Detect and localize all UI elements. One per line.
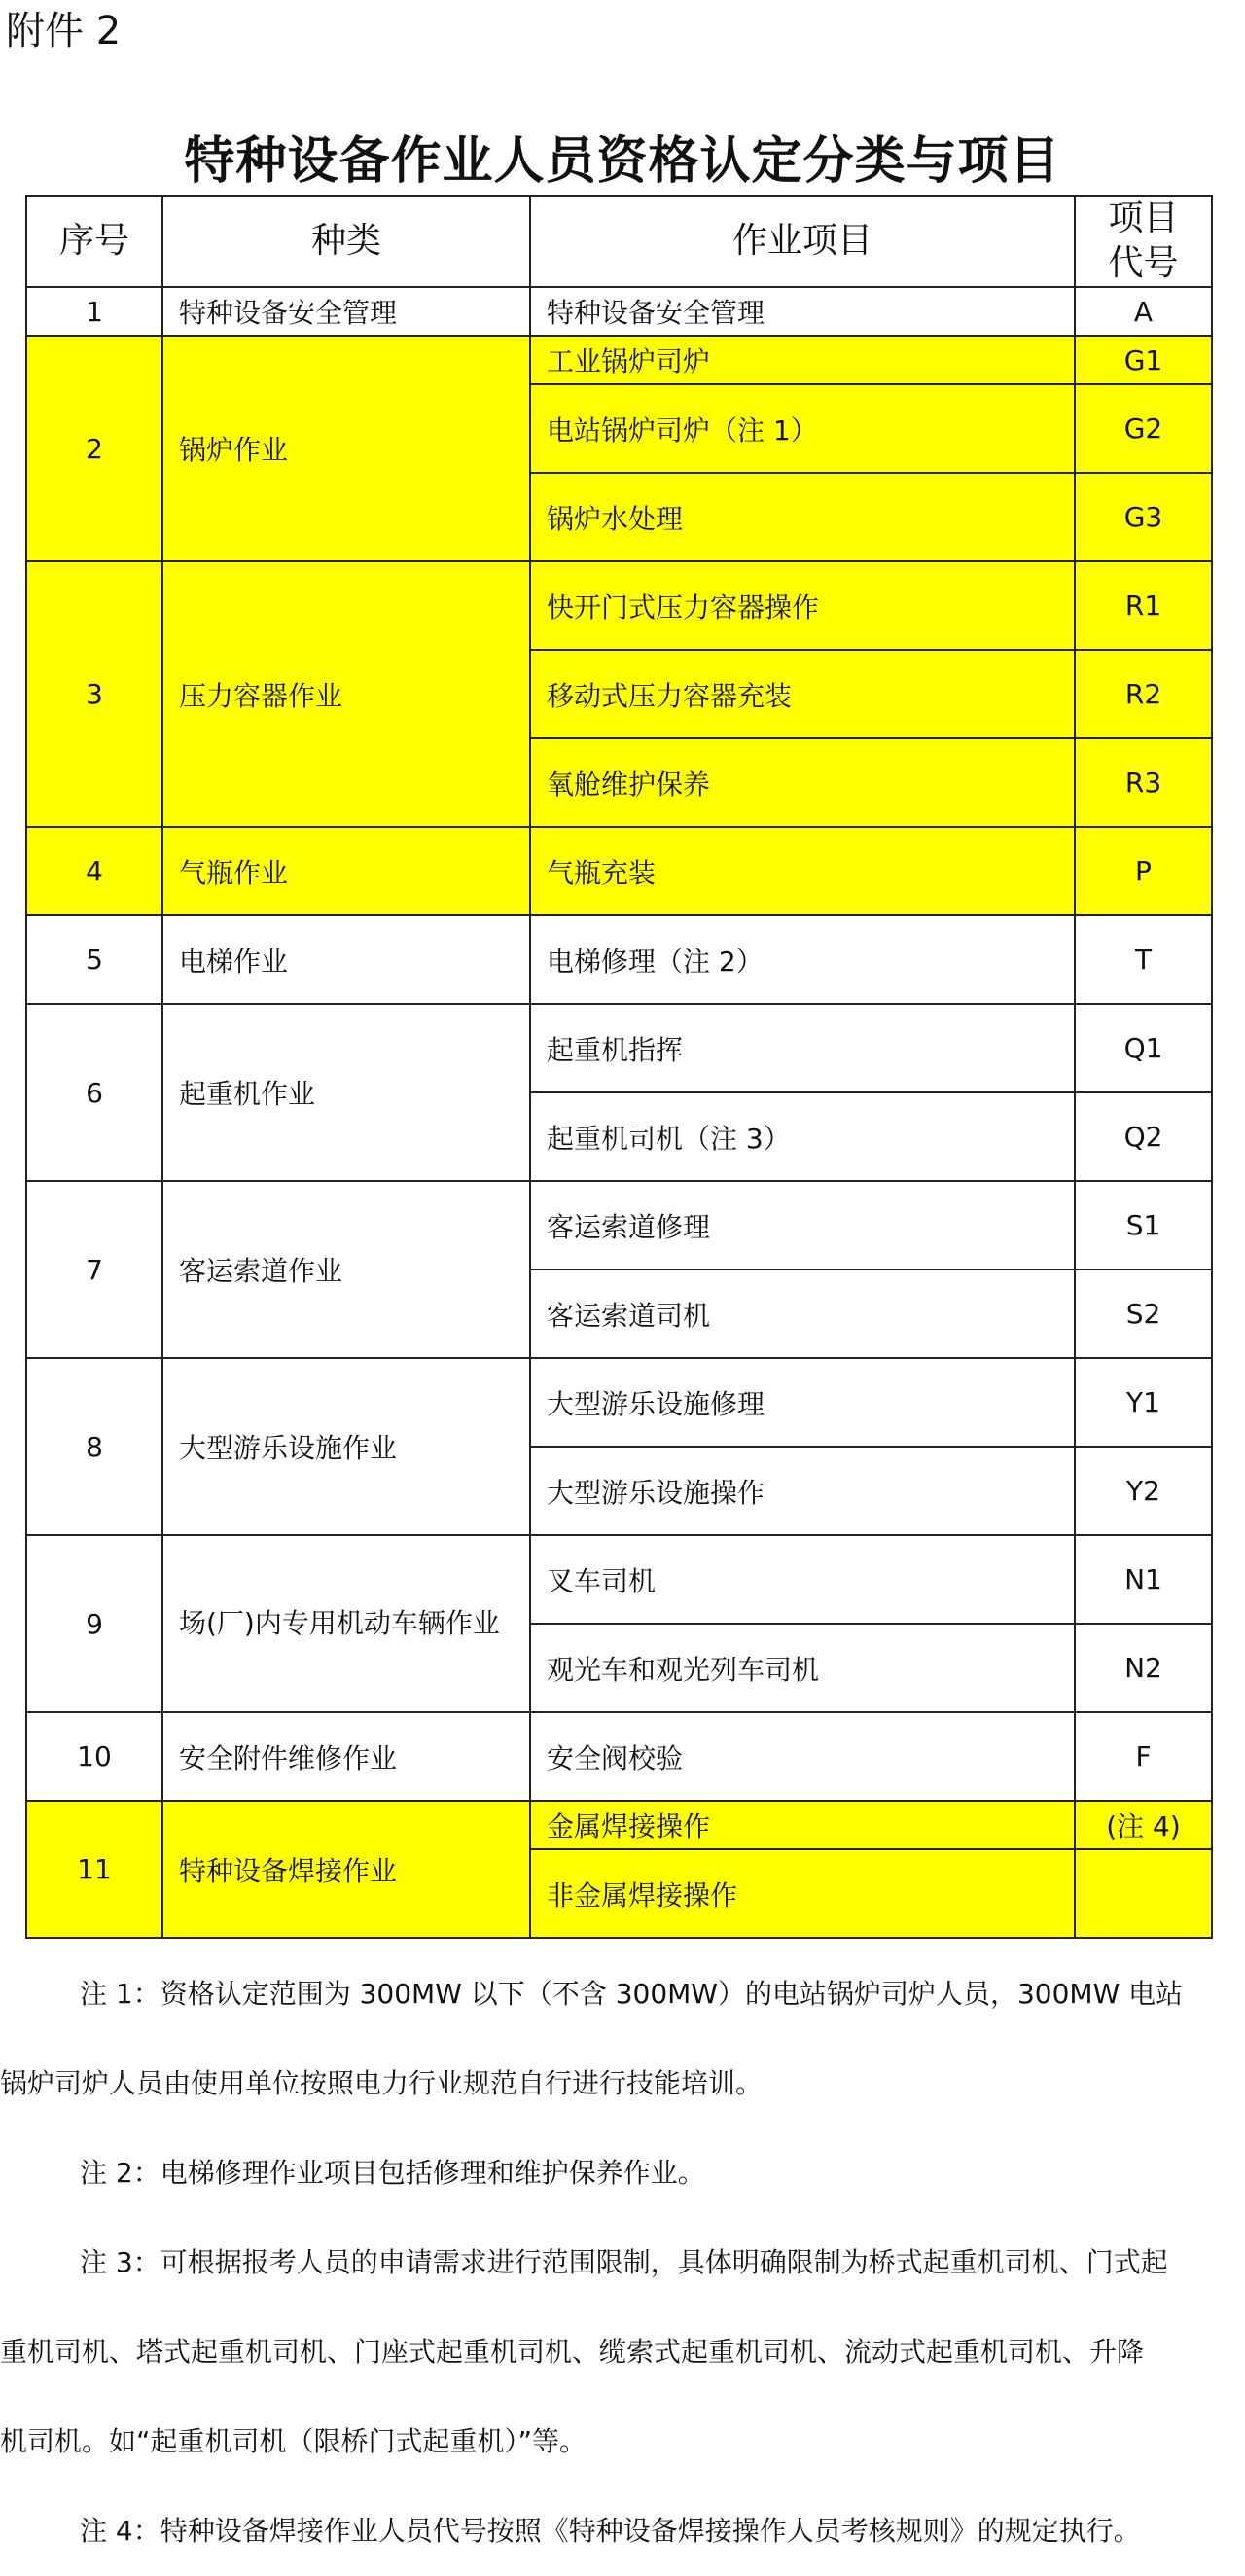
row-item: 客运索道司机	[530, 1270, 1075, 1358]
row-item: 金属焊接操作	[530, 1801, 1075, 1849]
table-row	[26, 1535, 1212, 1624]
row-seq: 7	[26, 1181, 162, 1358]
table-header-row	[26, 196, 1212, 287]
row-seq: 9	[26, 1535, 162, 1712]
row-item: 快开门式压力容器操作	[530, 561, 1075, 650]
note-2: 注 2：电梯修理作业项目包括修理和维护保养作业。	[80, 2157, 705, 2189]
row-code: Q2	[1075, 1092, 1212, 1181]
row-code: G2	[1075, 384, 1212, 473]
row-code: P	[1075, 827, 1212, 915]
row-code: R1	[1075, 561, 1212, 650]
row-category: 安全附件维修作业	[162, 1712, 530, 1801]
row-item: 电梯修理（注 2）	[530, 915, 1075, 1004]
header-code	[1075, 196, 1212, 287]
row-code	[1075, 1849, 1212, 1938]
row-item: 起重机司机（注 3）	[530, 1092, 1075, 1181]
row-category: 锅炉作业	[162, 336, 530, 561]
row-category: 压力容器作业	[162, 561, 530, 827]
header-category: 种类	[162, 196, 530, 287]
qualification-table	[25, 195, 1213, 1939]
row-category: 电梯作业	[162, 915, 530, 1004]
row-code: G3	[1075, 473, 1212, 561]
row-code: Q1	[1075, 1004, 1212, 1092]
row-seq: 6	[26, 1004, 162, 1181]
row-code: F	[1075, 1712, 1212, 1801]
table-row	[26, 915, 1212, 1004]
row-item: 特种设备安全管理	[530, 287, 1075, 336]
row-seq: 10	[26, 1712, 162, 1801]
row-code: T	[1075, 915, 1212, 1004]
document-title: 特种设备作业人员资格认定分类与项目	[184, 131, 1061, 191]
table-row	[26, 1712, 1212, 1801]
row-code: N1	[1075, 1535, 1212, 1624]
note-3-line-1: 注 3：可根据报考人员的申请需求进行范围限制，具体明确限制为桥式起重机司机、门式起	[80, 2246, 1168, 2278]
row-category: 大型游乐设施作业	[162, 1358, 530, 1535]
table-row	[26, 1004, 1212, 1092]
table-row	[26, 1801, 1212, 1849]
row-category: 起重机作业	[162, 1004, 530, 1181]
row-item: 工业锅炉司炉	[530, 336, 1075, 384]
row-category: 特种设备焊接作业	[162, 1801, 530, 1938]
table-row	[26, 1181, 1212, 1270]
row-code: S2	[1075, 1270, 1212, 1358]
row-code: Y1	[1075, 1358, 1212, 1447]
attachment-label: 附件 2	[6, 9, 122, 54]
row-seq: 5	[26, 915, 162, 1004]
note-1-line-1: 注 1：资格认定范围为 300MW 以下（不含 300MW）的电站锅炉司炉人员，300MW 电站	[80, 1978, 1184, 2010]
row-seq: 11	[26, 1801, 162, 1938]
note-1-line-2: 锅炉司炉人员由使用单位按照电力行业规范自行进行技能培训。	[0, 2067, 764, 2099]
row-code: S1	[1075, 1181, 1212, 1270]
row-code: A	[1075, 287, 1212, 336]
row-code: N2	[1075, 1624, 1212, 1712]
row-item: 非金属焊接操作	[530, 1849, 1075, 1938]
row-code: R2	[1075, 650, 1212, 738]
table-row	[26, 287, 1212, 336]
table-row	[26, 336, 1212, 384]
row-code: Y2	[1075, 1447, 1212, 1535]
header-seq: 序号	[26, 196, 162, 287]
header-item: 作业项目	[530, 196, 1075, 287]
row-item: 大型游乐设施操作	[530, 1447, 1075, 1535]
row-item: 锅炉水处理	[530, 473, 1075, 561]
row-item: 气瓶充装	[530, 827, 1075, 915]
row-item: 氧舱维护保养	[530, 738, 1075, 827]
note-3-line-3: 机司机。如“起重机司机（限桥门式起重机）”等。	[0, 2425, 587, 2457]
row-item: 移动式压力容器充装	[530, 650, 1075, 738]
row-seq: 1	[26, 287, 162, 336]
row-code: (注 4)	[1075, 1801, 1212, 1849]
row-item: 观光车和观光列车司机	[530, 1624, 1075, 1712]
row-category: 气瓶作业	[162, 827, 530, 915]
note-4: 注 4：特种设备焊接作业人员代号按照《特种设备焊接操作人员考核规则》的规定执行。	[80, 2515, 1141, 2547]
row-item: 起重机指挥	[530, 1004, 1075, 1092]
table-row	[26, 827, 1212, 915]
table-row	[26, 561, 1212, 650]
row-category: 场(厂)内专用机动车辆作业	[162, 1535, 530, 1712]
header-code-line1: 项目	[1108, 198, 1179, 238]
notes-section	[0, 1950, 1237, 2576]
row-seq: 8	[26, 1358, 162, 1535]
row-seq: 4	[26, 827, 162, 915]
row-item: 大型游乐设施修理	[530, 1358, 1075, 1447]
header-code-line2: 代号	[1108, 243, 1179, 283]
row-code: R3	[1075, 738, 1212, 827]
row-category: 特种设备安全管理	[162, 287, 530, 336]
note-3-line-2: 重机司机、塔式起重机司机、门座式起重机司机、缆索式起重机司机、流动式起重机司机、升降	[0, 2336, 1145, 2368]
row-code: G1	[1075, 336, 1212, 384]
row-item: 安全阀校验	[530, 1712, 1075, 1801]
row-item: 叉车司机	[530, 1535, 1075, 1624]
row-category: 客运索道作业	[162, 1181, 530, 1358]
row-item: 电站锅炉司炉（注 1）	[530, 384, 1075, 473]
row-seq: 3	[26, 561, 162, 827]
row-seq: 2	[26, 336, 162, 561]
table-row	[26, 1358, 1212, 1447]
row-item: 客运索道修理	[530, 1181, 1075, 1270]
